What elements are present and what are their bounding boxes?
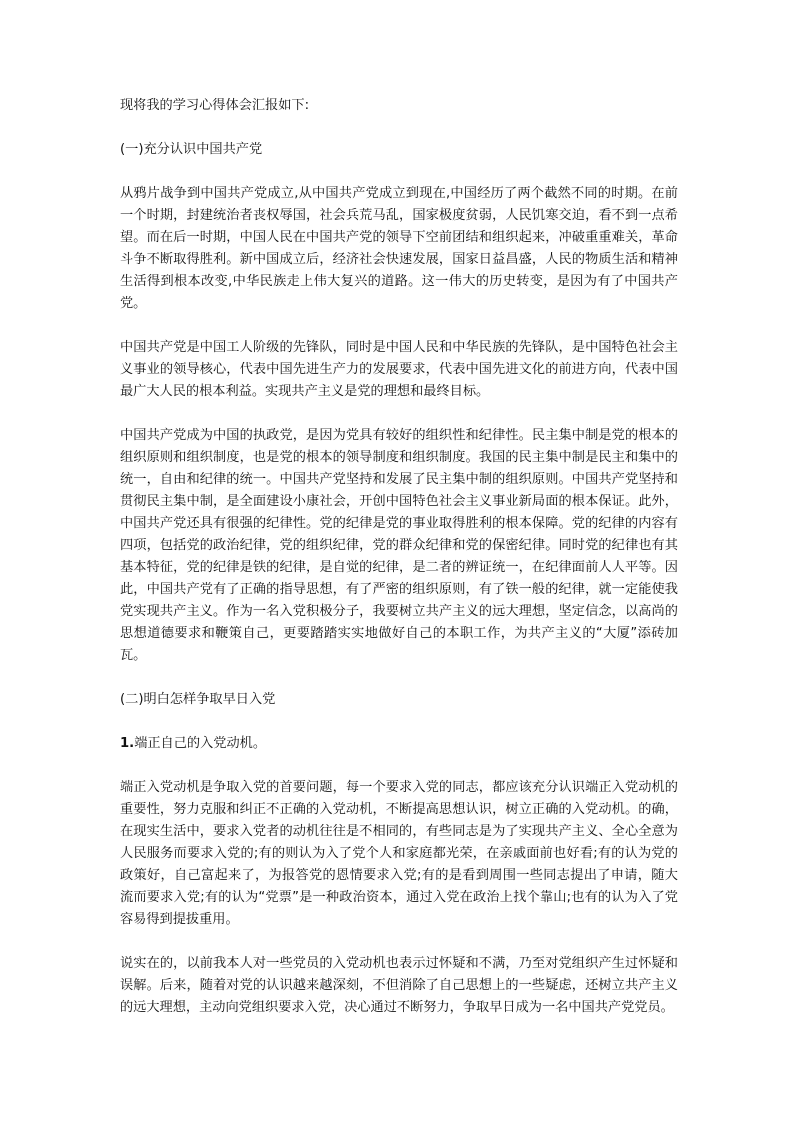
paragraph-3: 中国共产党成为中国的执政党，是因为党具有较好的组织性和纪律性。民主集中制是党的根本的组织原则和组织制度，也是党的根本的领导制度和组织制度。我国的民主集中制是民主和集中的统一，自由和纪律的统一。中国共产党坚持和发展了民主集中制的组织原则。中国共产党坚持和贯彻民主集中制，是全面建设小康社会，开创中国特色社会主义事业新局面的根本保证。此外，中国共产党还具有很强的纪律性。党的纪律是党的事业取得胜利的根本保障。党的纪律的内容有四项，包括党的政治纪律，党的组织纪律，党的群众纪律和党的保密纪律。同时党的纪律也有其基本特征，党的纪律是铁的纪律，是自觉的纪律，是二者的辨证统一，在纪律面前人人平等。因此，中国共产党有了正确的指导思想，有了严密的组织原则，有了铁一般的纪律，就一定能使我党实现共产主义。作为一名入党积极分子，我要树立共产主义的远大理想，坚定信念，以高尚的思想道德要求和鞭策自己，更要踏踏实实地做好自己的本职工作，为共产主义的“大厦”添砖加瓦。 <box>120 428 678 663</box>
paragraph-1: 从鸦片战争到中国共产党成立,从中国共产党成立到现在,中国经历了两个截然不同的时期。在前一个时期，封建统治者丧权辱国，社会兵荒马乱，国家极度贫弱，人民饥寒交迫，看不到一点希望。而在后一时期，中国人民在中国共产党的领导下空前团结和组织起来，冲破重重难关，革命斗争不断取得胜利。新中国成立后，经济社会快速发展，国家日益昌盛，人民的物质生活和精神生活得到根本改变,中华民族走上伟大复兴的道路。这一伟大的历史转变，是因为有了中国共产党。 <box>120 186 678 311</box>
paragraph-2: 中国共产党是中国工人阶级的先锋队，同时是中国人民和中华民族的先锋队，是中国特色社会主义事业的领导核心，代表中国先进生产力的发展要求，代表中国先进文化的前进方向，代表中国最广大人民的根本利益。实现共产主义是党的理想和最终目标。 <box>120 340 678 399</box>
subsection-1-text: 端正自己的入党动机。 <box>134 736 267 751</box>
section-2-title: (二)明白怎样争取早日入党 <box>120 692 276 707</box>
intro-line: 现将我的学习心得体会汇报如下: <box>120 98 310 113</box>
subsection-1-number: 1. <box>120 736 135 751</box>
paragraph-5: 说实在的，以前我本人对一些党员的入党动机也表示过怀疑和不满，乃至对党组织产生过怀疑和误解。后来，随着对党的认识越来越深刻，不但消除了自己思想上的一些疑虑，还树立共产主义的远大理想，主动向党组织要求入党，决心通过不断努力，争取早日成为一名中国共产党党员。 <box>120 956 678 1015</box>
section-1-title: (一)充分认识中国共产党 <box>120 142 263 157</box>
paragraph-4: 端正入党动机是争取入党的首要问题，每一个要求入党的同志，都应该充分认识端正入党动机的重要性，努力克服和纠正不正确的入党动机，不断提高思想认识，树立正确的入党动机。的确，在现实生活中，要求入党者的动机往往是不相同的，有些同志是为了实现共产主义、全心全意为人民服务而要求入党的;有的则认为入了党个人和家庭都光荣，在亲戚面前也好看;有的认为党的政策好，自己富起来了，为报答党的恩情要求入党;有的是看到周围一些同志提出了申请，随大流而要求入党;有的认为“党票”是一种政治资本，通过入党在政治上找个靠山;也有的认为入了党容易得到提拔重用。 <box>120 780 678 927</box>
subsection-1-title <box>120 733 678 755</box>
document-page <box>120 95 678 1041</box>
